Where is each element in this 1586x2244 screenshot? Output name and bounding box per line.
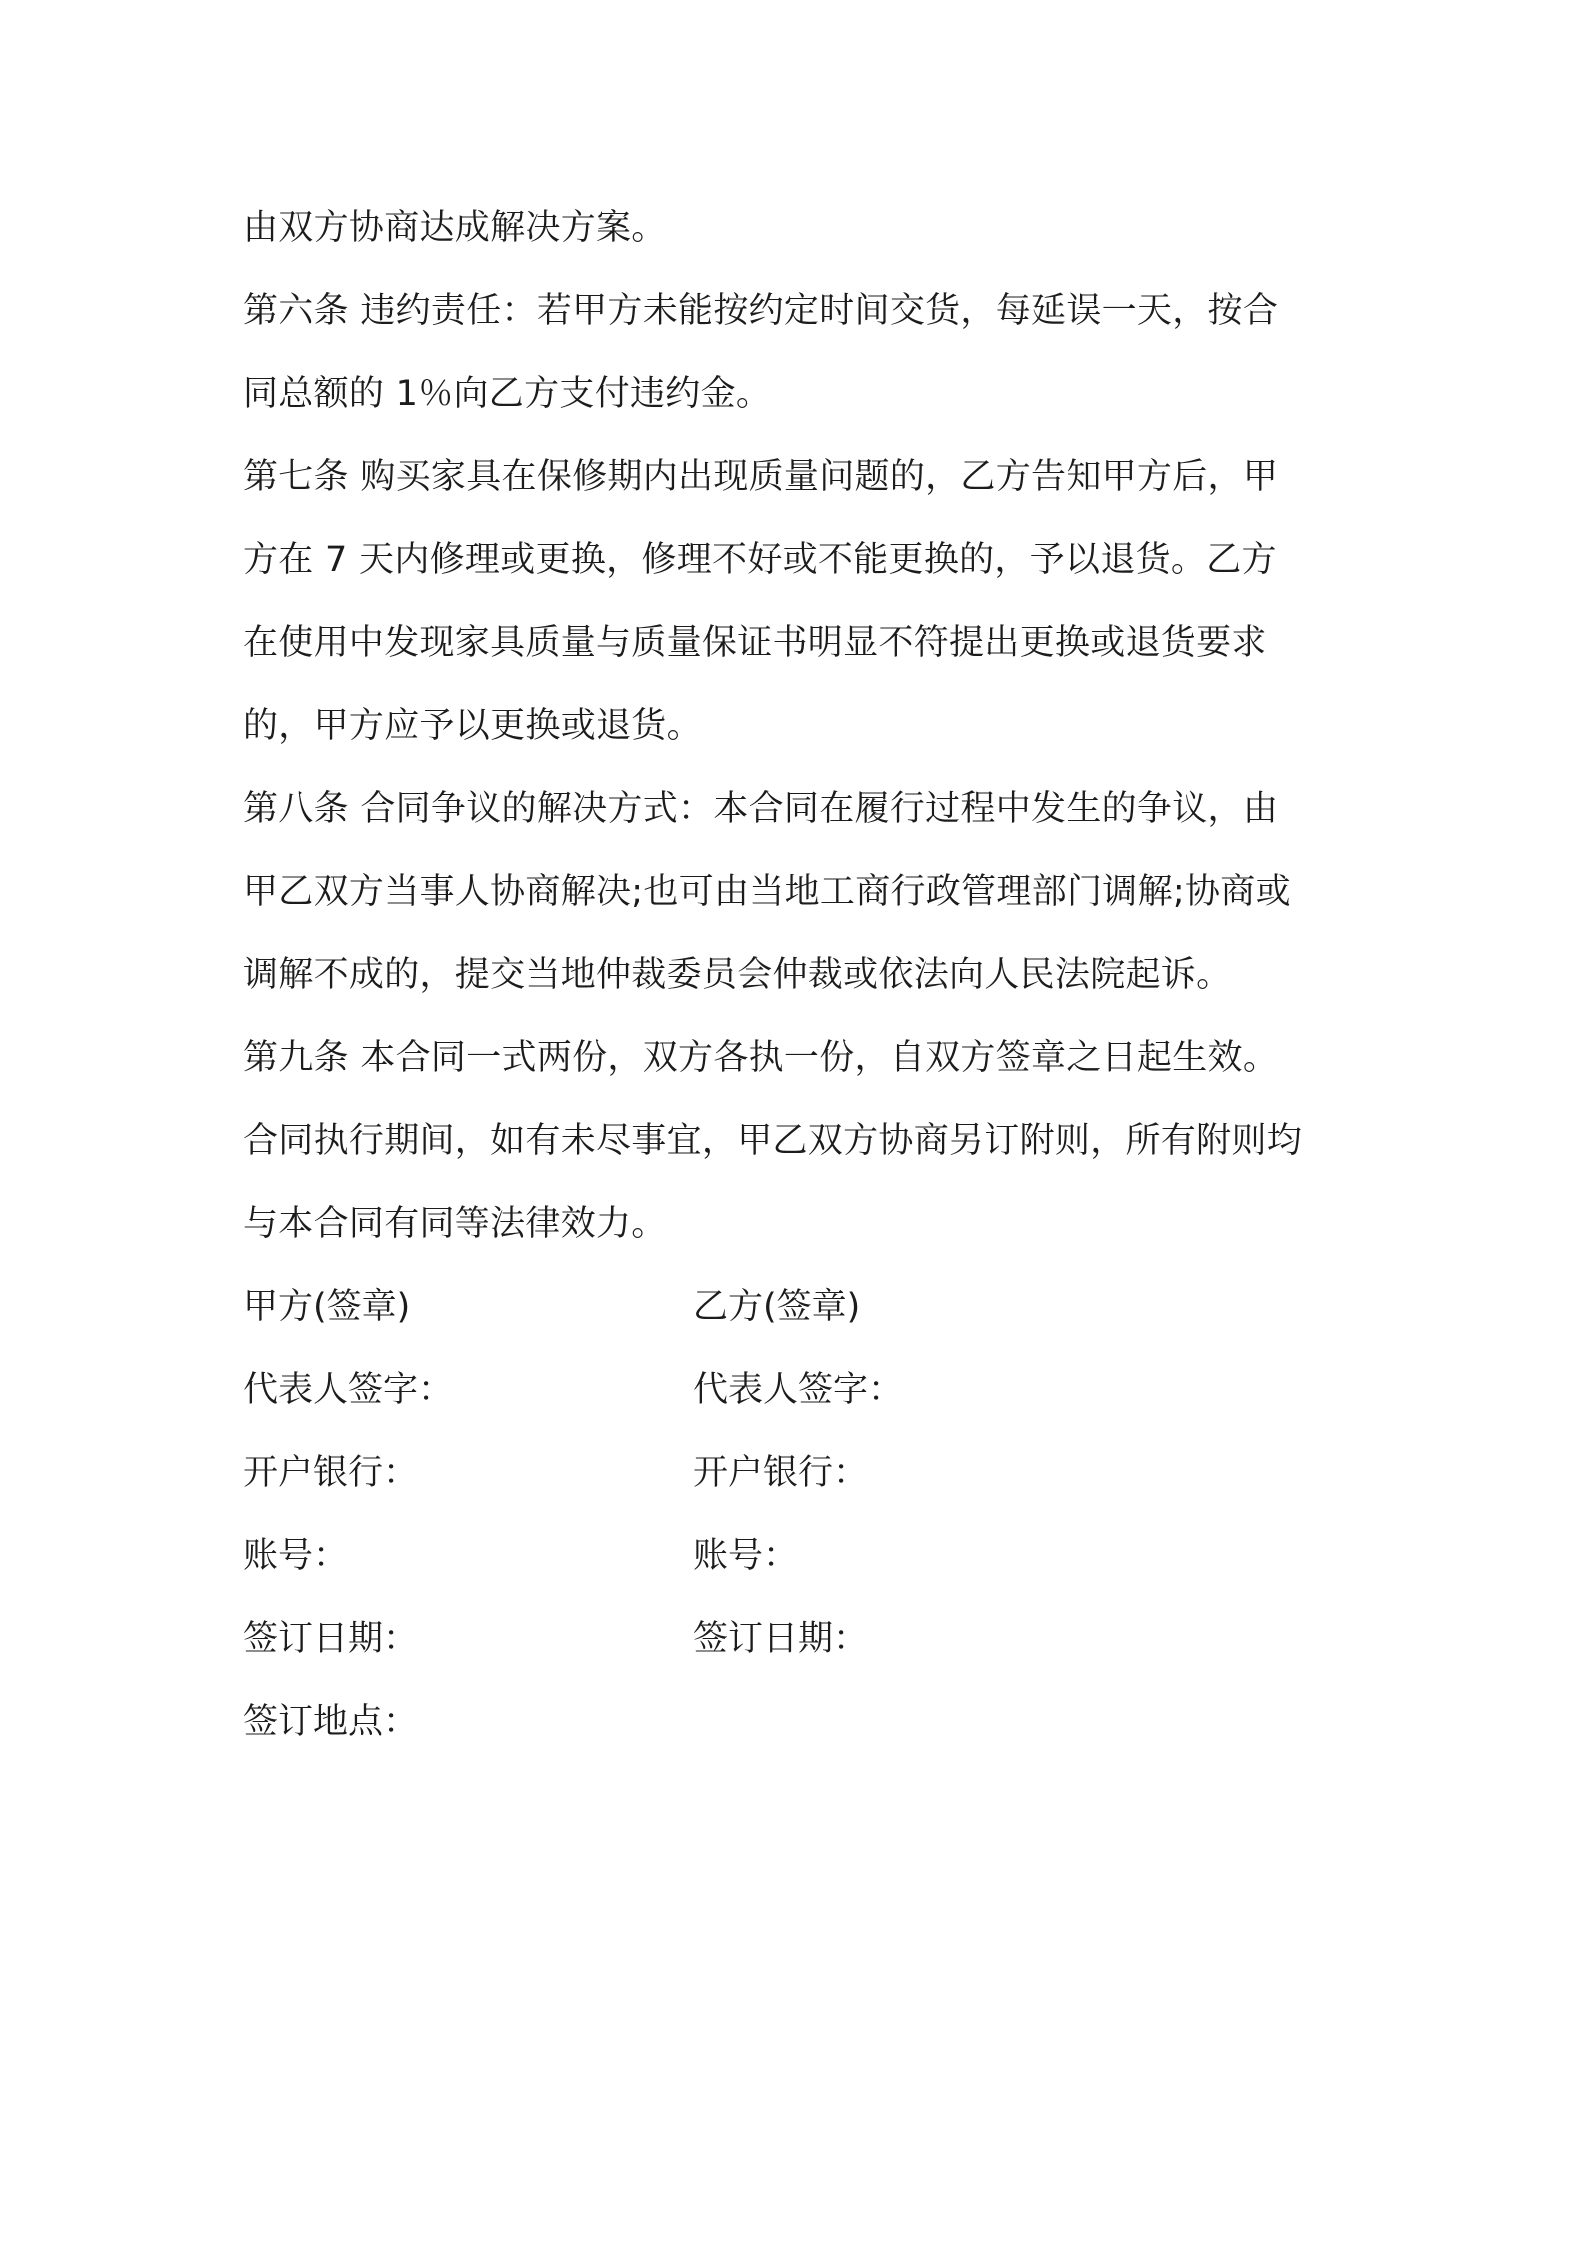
party-a-title: 甲方(签章) [243, 1287, 411, 1327]
article-9-line-1: 第九条 本合同一式两份，双方各执一份，自双方签章之日起生效。 [243, 1038, 1279, 1078]
article-8-line-2: 甲乙双方当事人协商解决;也可由当地工商行政管理部门调解;协商或 [243, 872, 1291, 912]
article-7-line-1: 第七条 购买家具在保修期内出现质量问题的，乙方告知甲方后，甲 [243, 457, 1279, 497]
party-b-representative: 代表人签字： [693, 1370, 904, 1410]
party-a-account: 账号： [243, 1536, 349, 1576]
article-6-line-1: 第六条 违约责任：若甲方未能按约定时间交货，每延误一天，按合 [243, 291, 1279, 331]
article-8-line-3: 调解不成的，提交当地仲裁委员会仲裁或依法向人民法院起诉。 [243, 955, 1232, 995]
article-9-line-3: 与本合同有同等法律效力。 [243, 1204, 667, 1244]
party-a-place: 签订地点： [243, 1702, 419, 1742]
party-b-date: 签订日期： [693, 1619, 869, 1659]
party-a-bank: 开户银行： [243, 1453, 419, 1493]
party-a-date: 签订日期： [243, 1619, 419, 1659]
article-6-line-2: 同总额的 1％向乙方支付违约金。 [243, 374, 772, 414]
article-7-line-4: 的，甲方应予以更换或退货。 [243, 706, 702, 746]
party-b-account: 账号： [693, 1536, 799, 1576]
party-a-representative: 代表人签字： [243, 1370, 454, 1410]
article-9-line-2: 合同执行期间，如有未尽事宜，甲乙双方协商另订附则，所有附则均 [243, 1121, 1303, 1161]
article-7-line-3: 在使用中发现家具质量与质量保证书明显不符提出更换或退货要求 [243, 623, 1267, 663]
article-7-line-2: 方在 7 天内修理或更换，修理不好或不能更换的，予以退货。乙方 [243, 540, 1277, 580]
contract-line-1: 由双方协商达成解决方案。 [243, 208, 667, 248]
party-b-bank: 开户银行： [693, 1453, 869, 1493]
party-b-title: 乙方(签章) [693, 1287, 861, 1327]
article-8-line-1: 第八条 合同争议的解决方式：本合同在履行过程中发生的争议，由 [243, 789, 1279, 829]
